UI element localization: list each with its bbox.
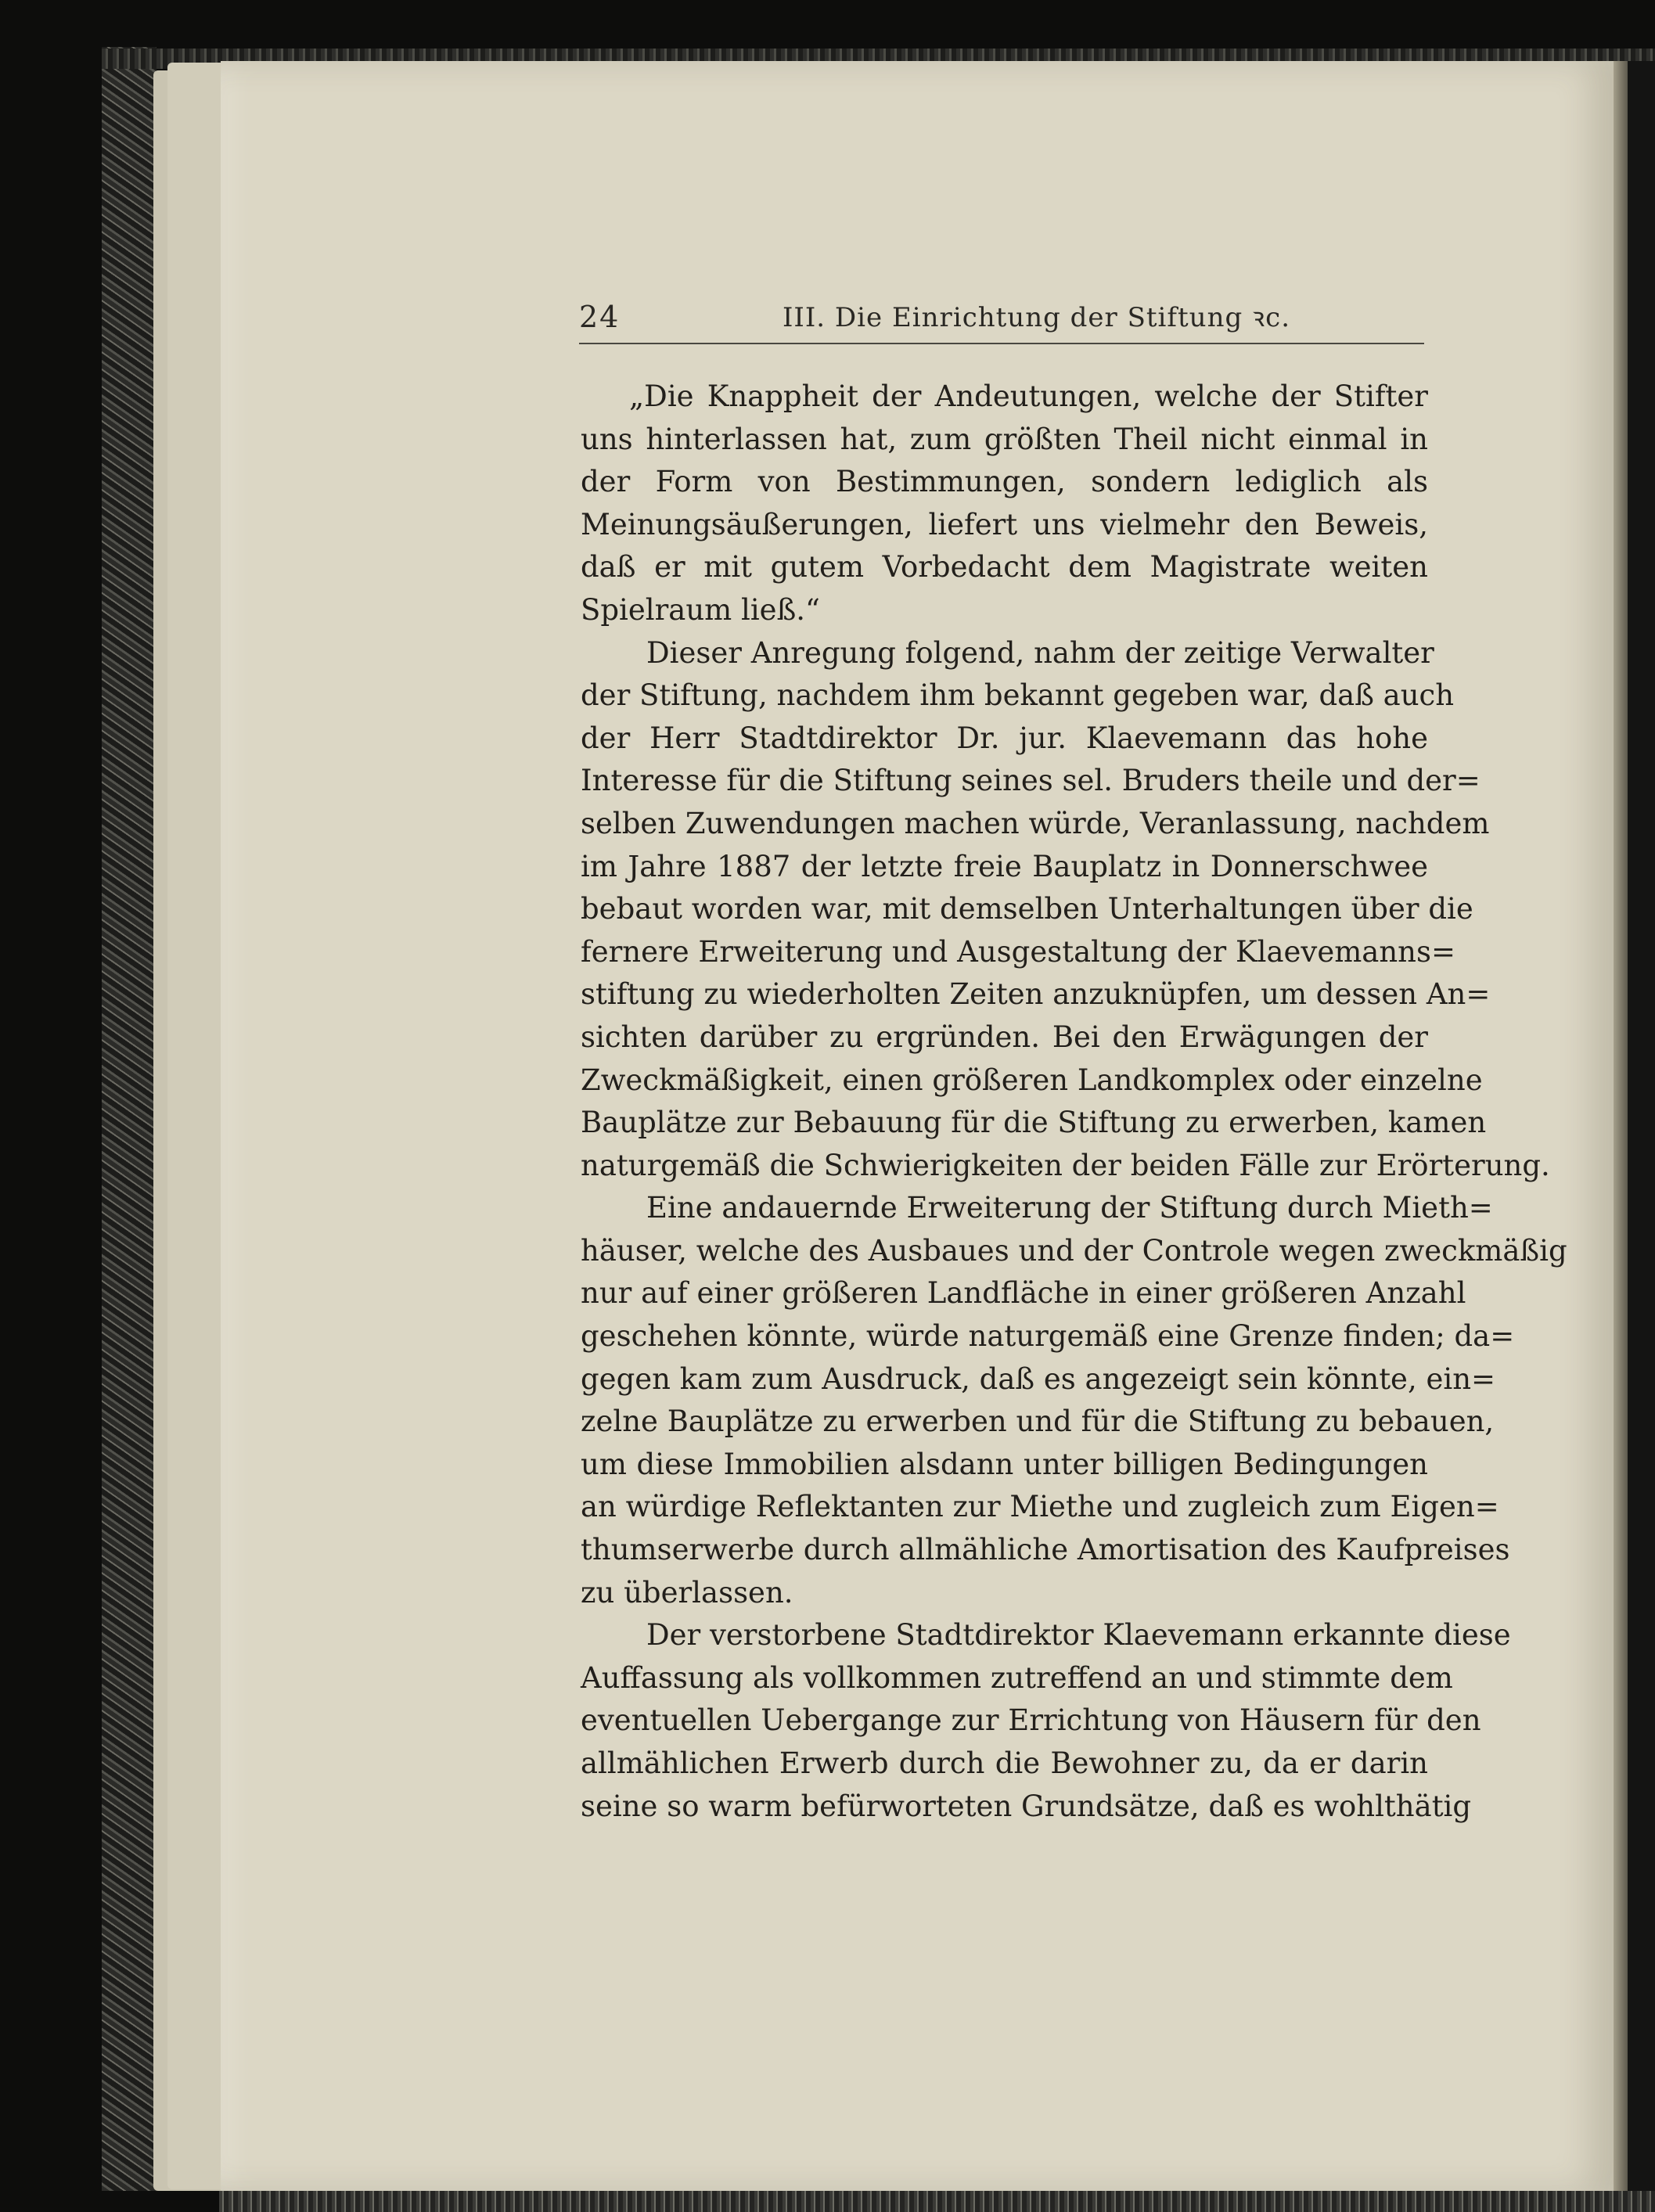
text-line: nur auf einer größeren Landfläche in einer größeren Anzahl bbox=[581, 1276, 1466, 1311]
text-line: naturgemäß die Schwierigkeiten der beiden Fälle zur Erörterung. bbox=[581, 1148, 1550, 1182]
text-line: stiftung zu wiederholten Zeiten anzuknüpfen, um dessen An= bbox=[581, 977, 1491, 1012]
text-line: Bauplätze zur Bebauung für die Stiftung zu erwerben, kamen bbox=[581, 1106, 1487, 1140]
text-line: an würdige Reflektanten zur Miethe und zugleich zum Eigen= bbox=[581, 1490, 1499, 1524]
running-title: III. Die Einrichtung der Stiftung ꝛc. bbox=[783, 302, 1291, 333]
text-line: sichten darüber zu ergründen. Bei den Erwägungen der bbox=[581, 1020, 1428, 1054]
text-line: Der verstorbene Stadtdirektor Klaevemann erkannte diese bbox=[646, 1618, 1511, 1653]
text-line: uns hinterlassen hat, zum größten Theil nicht einmal in bbox=[581, 422, 1428, 456]
running-header bbox=[579, 297, 1428, 346]
text-line: der Stiftung, nachdem ihm bekannt gegeben war, daß auch bbox=[581, 678, 1455, 713]
page-number: 24 bbox=[579, 300, 621, 334]
text-line: Dieser Anregung folgend, nahm der zeitige Verwalter bbox=[646, 635, 1434, 670]
text-line: allmählichen Erwerb durch die Bewohner zu, da er darin bbox=[581, 1746, 1428, 1780]
text-line: Interesse für die Stiftung seines sel. Bruders theile und der= bbox=[581, 764, 1481, 798]
text-line: Zweckmäßigkeit, einen größeren Landkomplex oder einzelne bbox=[581, 1063, 1483, 1097]
text-line: geschehen könnte, würde naturgemäß eine Grenze finden; da= bbox=[581, 1319, 1515, 1354]
text-line: der Form von Bestimmungen, sondern lediglich als bbox=[581, 465, 1428, 499]
text-line: um diese Immobilien alsdann unter billigen Bedingungen bbox=[581, 1447, 1428, 1481]
text-line: im Jahre 1887 der letzte freie Bauplatz in Donnerschwee bbox=[581, 849, 1428, 883]
text-line: seine so warm befürworteten Grundsätze, daß es wohlthätig bbox=[581, 1789, 1472, 1823]
text-line: thumserwerbe durch allmähliche Amortisation des Kaufpreises bbox=[581, 1533, 1510, 1567]
text-line: Auffassung als vollkommen zutreffend an und stimmte dem bbox=[581, 1660, 1453, 1695]
body-text bbox=[581, 376, 1567, 1828]
text-line: häuser, welche des Ausbaues und der Controle wegen zweckmäßig bbox=[581, 1233, 1567, 1268]
text-line: eventuellen Uebergange zur Errichtung von Häusern für den bbox=[581, 1703, 1481, 1738]
text-line: selben Zuwendungen machen würde, Veranlassung, nachdem bbox=[581, 806, 1490, 840]
text-line: zelne Bauplätze zu erwerben und für die Stiftung zu bebauen, bbox=[581, 1405, 1495, 1439]
text-line: Meinungsäußerungen, liefert uns vielmehr den Beweis, bbox=[581, 507, 1428, 541]
text-line: bebaut worden war, mit demselben Unterhaltungen über die bbox=[581, 892, 1473, 926]
text-line: „Die Knappheit der Andeutungen, welche der Stifter bbox=[629, 379, 1428, 413]
text-line: fernere Erweiterung und Ausgestaltung der Klaevemanns= bbox=[581, 934, 1456, 969]
text-line: Eine andauernde Erweiterung der Stiftung durch Mieth= bbox=[646, 1191, 1493, 1225]
header-rule bbox=[579, 343, 1424, 344]
book-cover-bottom-edge bbox=[219, 2191, 1655, 2212]
page-gutter bbox=[1614, 61, 1628, 2191]
right-background bbox=[1628, 61, 1655, 2191]
text-line: der Herr Stadtdirektor Dr. jur. Klaevemann das hohe bbox=[581, 721, 1428, 755]
text-line: gegen kam zum Ausdruck, daß es angezeigt sein könnte, ein= bbox=[581, 1361, 1496, 1396]
book-cover-board bbox=[102, 47, 157, 2191]
text-line: Spielraum ließ.“ bbox=[581, 592, 820, 627]
text-line: daß er mit gutem Vorbedacht dem Magistrate weiten bbox=[581, 550, 1428, 584]
text-line: zu überlassen. bbox=[581, 1575, 793, 1610]
